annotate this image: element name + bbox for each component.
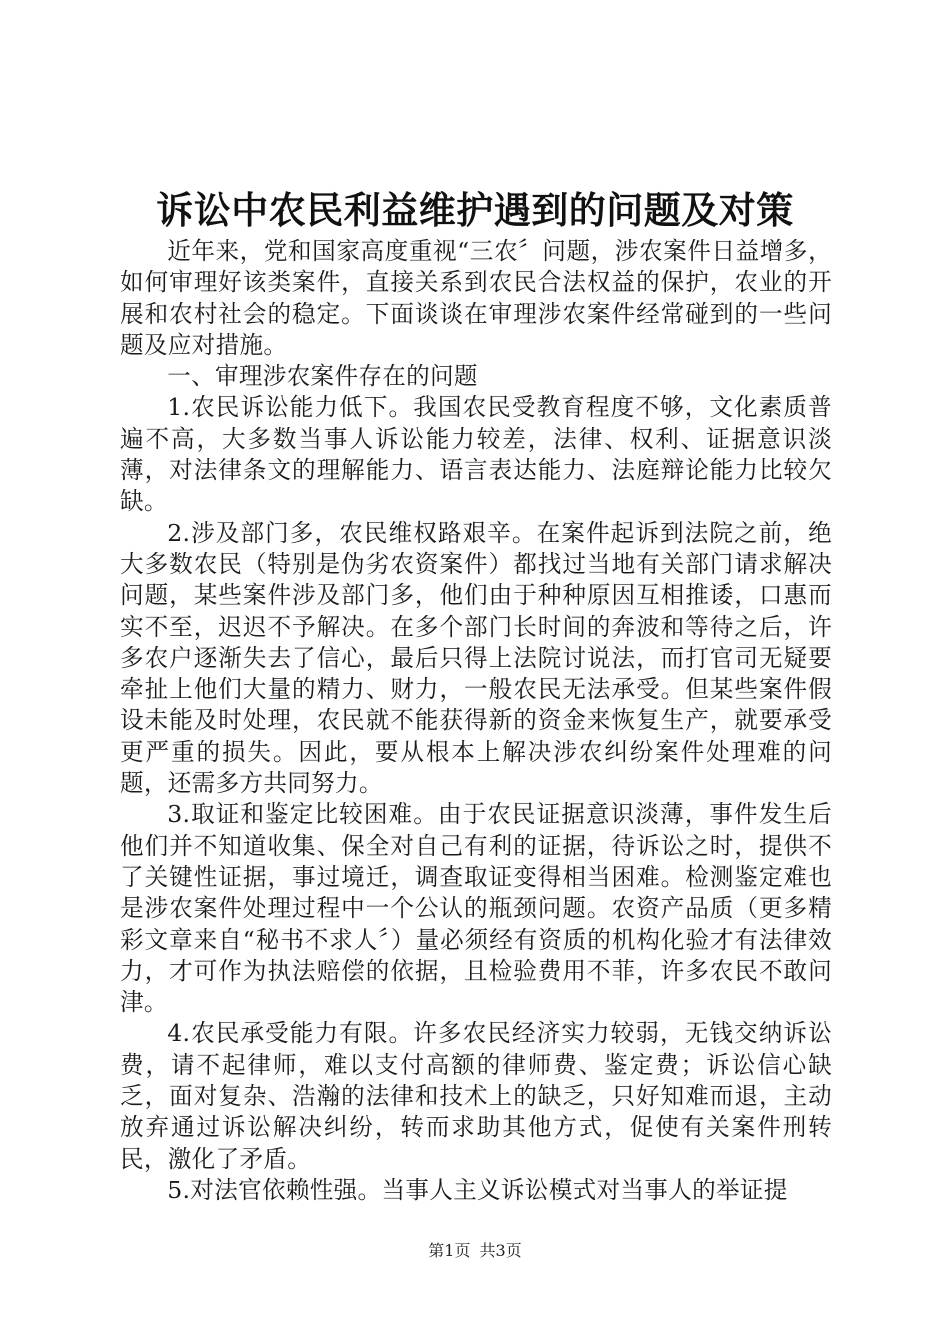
page-total: 共3页 (479, 1241, 522, 1260)
section-heading: 一、审理涉农案件存在的问题 (167, 362, 478, 391)
paragraph-item-4: 4.农民承受能力有限。许多农民经济实力较弱，无钱交纳诉讼费，请不起律师，难以支付高额的律师费、鉴定费；诉讼信心缺乏，面对复杂、浩瀚的法律和技术上的缺乏，只好知难而退，主动放弃通过诉讼解决纠纷，转而求助其他方式，促使有关案件刑转民，激化了矛盾。 (120, 1019, 832, 1173)
paragraph-item-1: 1.农民诉讼能力低下。我国农民受教育程度不够，文化素质普遍不高，大多数当事人诉讼能力较差，法律、权利、证据意识淡薄，对法律条文的理解能力、语言表达能力、法庭辩论能力比较欠缺。 (120, 393, 832, 516)
document-title: 诉讼中农民利益维护遇到的问题及对策 (156, 188, 794, 232)
paragraph-item-2: 2.涉及部门多，农民维权路艰辛。在案件起诉到法院之前，绝大多数农民（特别是伪劣农资案件）都找过当地有关部门请求解决问题，某些案件涉及部门多，他们由于种种原因互相推诿，口惠而实不至，迟迟不予解决。在多个部门长时间的奔波和等待之后，许多农户逐渐失去了信心，最后只得上法院讨说法，而打官司无疑要牵扯上他们大量的精力、财力，一般农民无法承受。但某些案件假设未能及时处理，农民就不能获得新的资金来恢复生产，就要承受更严重的损失。因此，要从根本上解决涉农纠纷案件处理难的问题，还需多方共同努力。 (120, 518, 832, 798)
paragraph-item-3: 3.取证和鉴定比较困难。由于农民证据意识淡薄，事件发生后他们并不知道收集、保全对自己有利的证据，待诉讼之时，提供不了关键性证据，事过境迁，调查取证变得相当困难。检测鉴定难也是涉农案件处理过程中一个公认的瓶颈问题。农资产品质（更多精彩文章来自“秘书不求人〞）量必须经有资质的机构化验才有法律效力，才可作为执法赔偿的依据，且检验费用不菲，许多农民不敢问津。 (120, 800, 832, 1017)
paragraph-item-5: 5.对法官依赖性强。当事人主义诉讼模式对当事人的举证提 (167, 1175, 788, 1204)
page-number: 第1页 (428, 1241, 471, 1260)
page-footer (0, 1240, 950, 1262)
document-body (120, 236, 832, 1206)
paragraph-intro: 近年来，党和国家高度重视“三农〞问题，涉农案件日益增多，如何审理好该类案件，直接关系到农民合法权益的保护，农业的开展和农村社会的稳定。下面谈谈在审理涉农案件经常碰到的一些问题及应对措施。 (120, 237, 832, 359)
